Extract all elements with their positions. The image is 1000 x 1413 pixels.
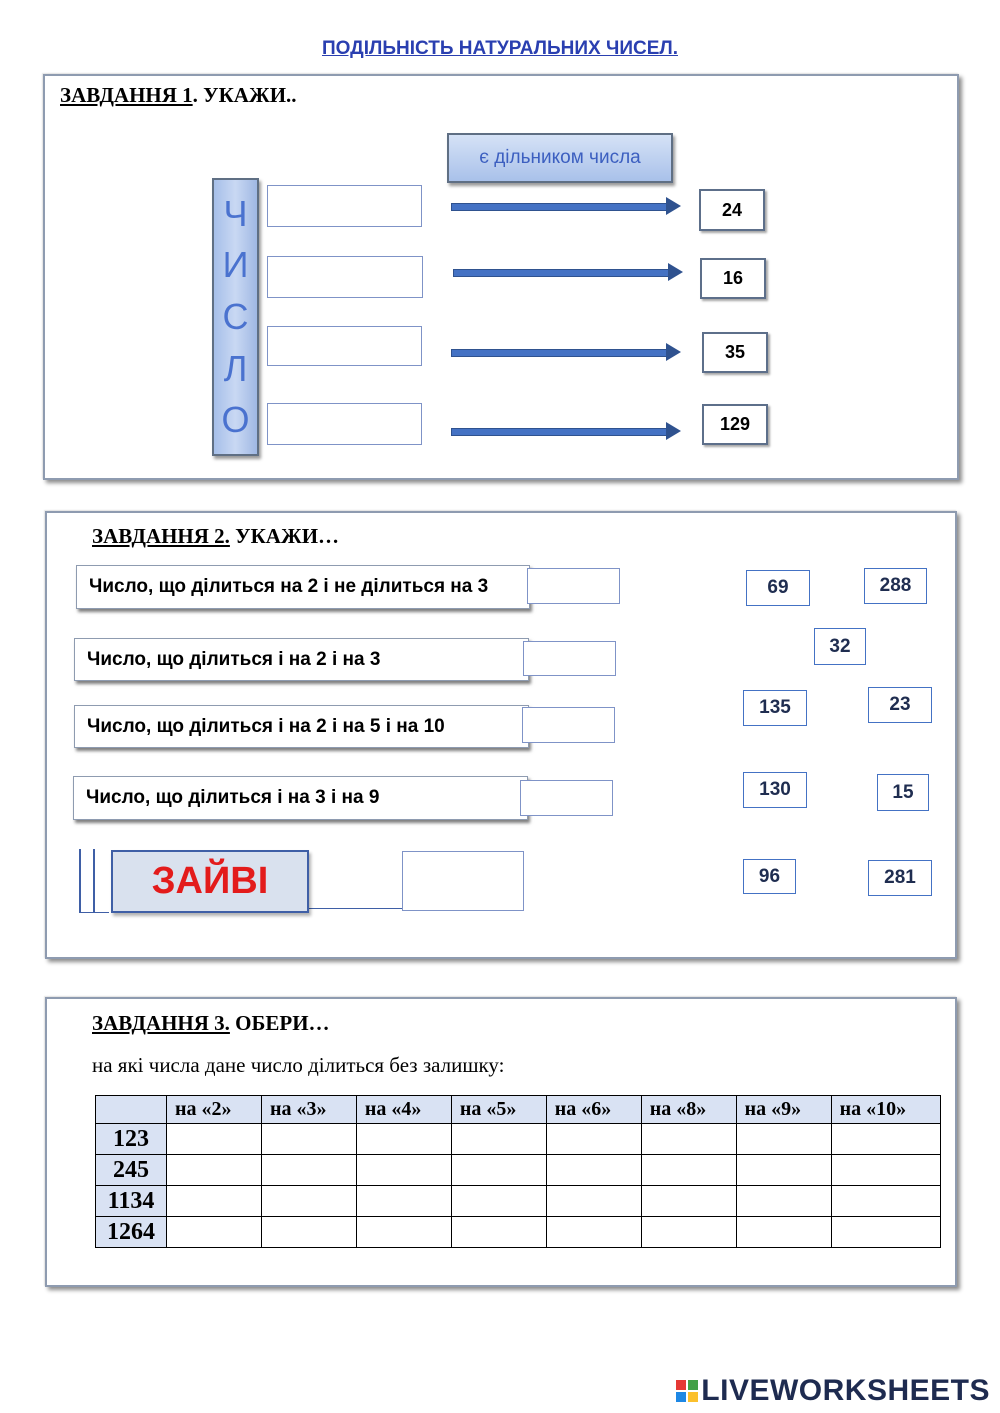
check-cell[interactable] [451,1217,546,1248]
vertical-number-label [212,178,259,456]
task3-title-rest: ОБЕРИ… [229,1011,330,1035]
number-chip[interactable]: 15 [877,774,929,811]
check-cell[interactable] [167,1186,262,1217]
statement-1: Число, що ділиться на 2 і не ділиться на 3 [76,565,530,609]
table-row [96,1217,941,1248]
page-title: ПОДІЛЬНІСТЬ НАТУРАЛЬНИХ ЧИСЕЛ. [322,38,678,59]
task2-extra-answer-input[interactable] [402,851,524,911]
vertical-letter: Ч [223,192,248,234]
right-arrow-icon [451,346,681,358]
check-cell[interactable] [261,1186,356,1217]
number-chip[interactable]: 23 [868,687,932,723]
task1-answer-input-1[interactable] [267,185,422,227]
check-cell[interactable] [356,1186,451,1217]
row-header: 1134 [96,1186,167,1217]
check-cell[interactable] [641,1124,736,1155]
task3-title-number: ЗАВДАННЯ 3. [92,1011,230,1035]
task3-subtitle: на які числа дане число ділиться без залишку: [92,1053,505,1077]
check-cell[interactable] [451,1124,546,1155]
divisibility-table [95,1095,941,1248]
number-chip[interactable]: 130 [743,772,807,808]
task2-answer-input-1[interactable] [527,568,620,604]
target-number: 35 [702,332,768,373]
column-header: на «5» [451,1096,546,1124]
vertical-letter: Л [223,347,248,389]
task1-title-rest: . УКАЖИ.. [192,83,297,107]
check-cell[interactable] [736,1186,831,1217]
check-cell[interactable] [546,1155,641,1186]
task1-title-number: ЗАВДАННЯ 1 [60,83,193,107]
check-cell[interactable] [546,1217,641,1248]
task1-title [60,83,297,108]
check-cell[interactable] [736,1124,831,1155]
target-number: 16 [700,258,766,299]
logo-text: LIVEWORKSHEETS [701,1374,990,1407]
check-cell[interactable] [641,1217,736,1248]
task2-title [92,524,339,549]
table-header-row [96,1096,941,1124]
column-header: на «2» [167,1096,262,1124]
task2-answer-input-3[interactable] [522,707,615,743]
task1-answer-input-4[interactable] [267,403,422,445]
check-cell[interactable] [167,1124,262,1155]
extra-label: ЗАЙВІ [111,850,309,913]
number-chip[interactable]: 135 [743,690,807,726]
right-arrow-icon [453,266,683,278]
row-header: 123 [96,1124,167,1155]
number-chip[interactable]: 288 [864,568,927,604]
check-cell[interactable] [451,1155,546,1186]
check-cell[interactable] [356,1124,451,1155]
vertical-letter: О [221,399,250,441]
check-cell[interactable] [831,1124,940,1155]
vertical-letter: И [222,244,249,286]
column-header: на «8» [641,1096,736,1124]
extra-connector-line [308,908,404,909]
task2-title-number: ЗАВДАННЯ 2. [92,524,230,548]
check-cell[interactable] [641,1186,736,1217]
table-row [96,1186,941,1217]
check-cell[interactable] [641,1155,736,1186]
task3-title [92,1011,330,1036]
target-number: 24 [699,189,765,231]
table-row [96,1124,941,1155]
column-header: на «4» [356,1096,451,1124]
column-header: на «9» [736,1096,831,1124]
column-header: на «3» [261,1096,356,1124]
check-cell[interactable] [356,1217,451,1248]
target-number: 129 [702,404,768,445]
number-chip[interactable]: 69 [746,570,810,606]
check-cell[interactable] [451,1186,546,1217]
task2-title-rest: УКАЖИ… [229,524,340,548]
task2-answer-input-2[interactable] [523,641,616,676]
extra-inner-line [93,849,95,913]
check-cell[interactable] [546,1124,641,1155]
column-header: на «10» [831,1096,940,1124]
statement-3: Число, що ділиться і на 2 і на 5 і на 10 [74,705,529,748]
column-header: на «6» [546,1096,641,1124]
divisor-header-label: є дільником числа [447,133,673,183]
right-arrow-icon [451,425,681,437]
right-arrow-icon [451,200,681,212]
check-cell[interactable] [167,1217,262,1248]
check-cell[interactable] [736,1155,831,1186]
liveworksheets-logo[interactable] [676,1374,990,1408]
check-cell[interactable] [261,1217,356,1248]
number-chip[interactable]: 281 [868,860,932,896]
check-cell[interactable] [167,1155,262,1186]
check-cell[interactable] [356,1155,451,1186]
check-cell[interactable] [736,1217,831,1248]
number-chip[interactable]: 96 [743,859,796,894]
check-cell[interactable] [831,1217,940,1248]
table-row [96,1155,941,1186]
check-cell[interactable] [261,1124,356,1155]
statement-4: Число, що ділиться і на 3 і на 9 [73,776,528,820]
row-header: 1264 [96,1217,167,1248]
row-header: 245 [96,1155,167,1186]
table-corner-cell [96,1096,167,1124]
number-chip[interactable]: 32 [814,628,866,665]
statement-2: Число, що ділиться і на 2 і на 3 [74,638,529,681]
logo-squares-icon [676,1380,698,1402]
check-cell[interactable] [261,1155,356,1186]
task1-answer-input-2[interactable] [267,256,423,298]
check-cell[interactable] [831,1186,940,1217]
vertical-letter: С [222,295,249,337]
check-cell[interactable] [831,1155,940,1186]
task2-answer-input-4[interactable] [520,780,613,816]
task1-answer-input-3[interactable] [267,326,422,366]
check-cell[interactable] [546,1186,641,1217]
